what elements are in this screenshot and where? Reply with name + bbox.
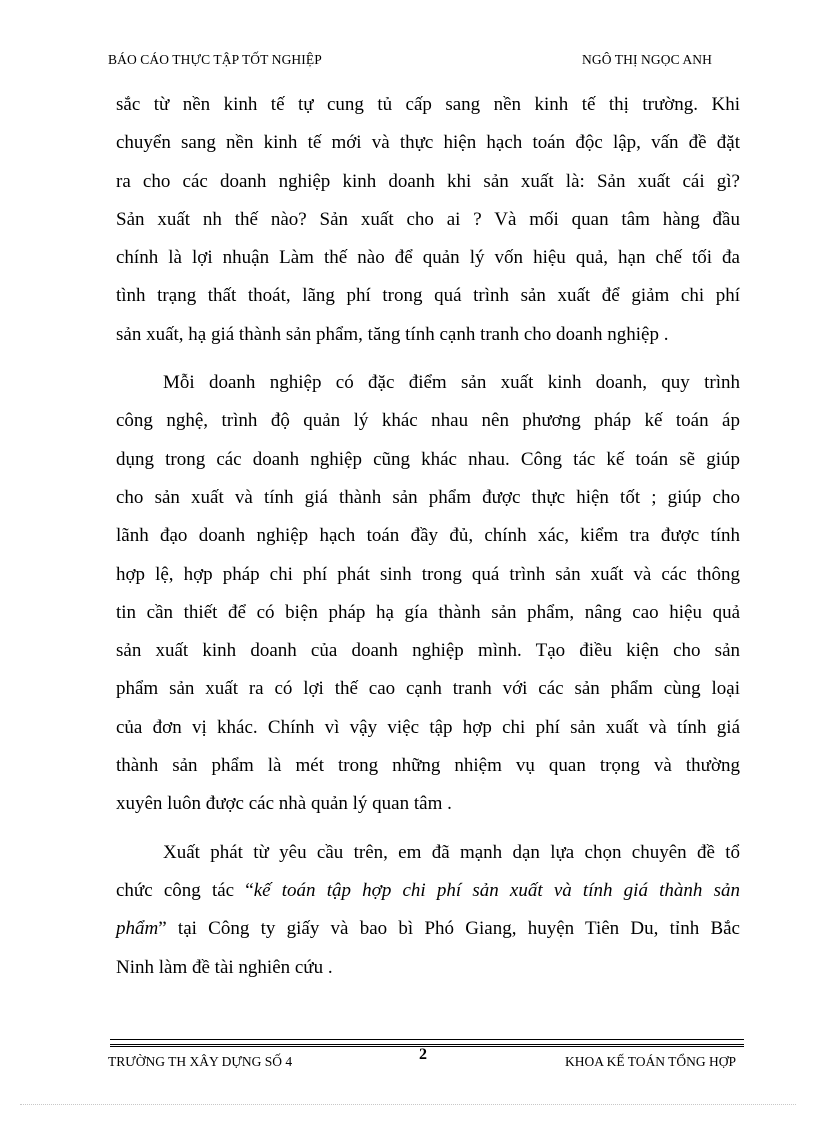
topic-title-part-1: kế toán tập hợp chi phí sản xuất và tính giá thành sản xyxy=(253,879,740,901)
text-line: tình trạng thất thoát, lãng phí trong quá trình sản xuất để giảm chi phí xyxy=(116,285,740,307)
text-line: hợp lệ, hợp pháp chi phí phát sinh trong quá trình sản xuất và các thông xyxy=(116,563,740,585)
text-line: dụng trong các doanh nghiệp cũng khác nhau. Công tác kế toán sẽ giúp xyxy=(116,448,740,470)
header-report-title: BÁO CÁO THỰC TẬP TỐT NGHIỆP xyxy=(108,52,322,67)
text-line: Ninh làm đề tài nghiên cứu . xyxy=(116,956,333,978)
text-line-indented xyxy=(116,364,740,402)
footer-department: KHOA KẾ TOÁN TỔNG HỢP xyxy=(564,1054,736,1069)
paragraph-2 xyxy=(116,364,740,824)
paragraph-1 xyxy=(116,86,740,354)
text-line-indented xyxy=(116,834,740,872)
text-line: chuyển sang nền kinh tế mới và thực hiện hạch toán độc lập, vấn đề đặt xyxy=(116,132,740,154)
text-line: sản xuất kinh doanh của doanh nghiệp mình. Tạo điều kiện cho sản xyxy=(116,640,740,662)
footer-school-name: TRƯỜNG TH XÂY DỰNG SỐ 4 xyxy=(108,1054,293,1069)
text-line xyxy=(116,872,740,910)
text-line: thành sản phẩm là mét trong những nhiệm vụ quan trọng và thường xyxy=(116,755,740,777)
text-line: cho sản xuất và tính giá thành sản phẩm được thực hiện tốt ; giúp cho xyxy=(116,486,740,508)
text-line-content: Xuất phát từ yêu cầu trên, em đã mạnh dạn lựa chọn chuyên đề tổ xyxy=(163,841,740,863)
text-line: chính là lợi nhuận Làm thế nào để quản lý vốn hiệu quả, hạn chế tối đa xyxy=(116,247,740,269)
header-author-name: NGÔ THỊ NGỌC ANH xyxy=(582,52,712,67)
text-line: ra cho các doanh nghiệp kinh doanh khi sản xuất là: Sản xuất cái gì? xyxy=(116,170,740,192)
topic-title-part-2: phẩm xyxy=(116,918,159,940)
paragraph-3 xyxy=(116,834,740,987)
footer-divider-thin xyxy=(110,1046,744,1047)
text-line: sản xuất, hạ giá thành sản phẩm, tăng tính cạnh tranh cho doanh nghiệp . xyxy=(116,323,669,345)
page-header xyxy=(108,52,712,70)
text-line: Sản xuất nh thế nào? Sản xuất cho ai ? Và mối quan tâm hàng đầu xyxy=(116,208,740,230)
text-line-content: Mỗi doanh nghiệp có đặc điểm sản xuất kinh doanh, quy trình xyxy=(163,372,740,394)
footer-divider xyxy=(110,1039,744,1045)
text-line-content: ” tại Công ty giấy và bao bì Phó Giang, huyện Tiên Du, tỉnh Bắc xyxy=(158,918,740,940)
page-number: 2 xyxy=(419,1046,427,1063)
text-line: phẩm sản xuất ra có lợi thế cao cạnh tranh với các sản phẩm cùng loại xyxy=(116,678,740,700)
text-line: tin cần thiết để có biện pháp hạ gía thành sản phẩm, nâng cao hiệu quả xyxy=(116,601,740,623)
document-body xyxy=(116,86,740,987)
page-bottom-dotted-rule xyxy=(20,1104,796,1105)
text-line: lãnh đạo doanh nghiệp hạch toán đầy đủ, chính xác, kiểm tra được tính xyxy=(116,525,740,547)
text-line xyxy=(116,910,740,948)
text-line-content: chức công tác “ xyxy=(116,879,254,901)
text-line: xuyên luôn được các nhà quản lý quan tâm . xyxy=(116,793,452,815)
text-line: công nghệ, trình độ quản lý khác nhau nên phương pháp kế toán áp xyxy=(116,410,740,432)
text-line: sắc từ nền kinh tế tự cung tủ cấp sang nền kinh tế thị trường. Khi xyxy=(116,94,740,115)
text-line: của đơn vị khác. Chính vì vậy việc tập hợp chi phí sản xuất và tính giá xyxy=(116,716,740,738)
